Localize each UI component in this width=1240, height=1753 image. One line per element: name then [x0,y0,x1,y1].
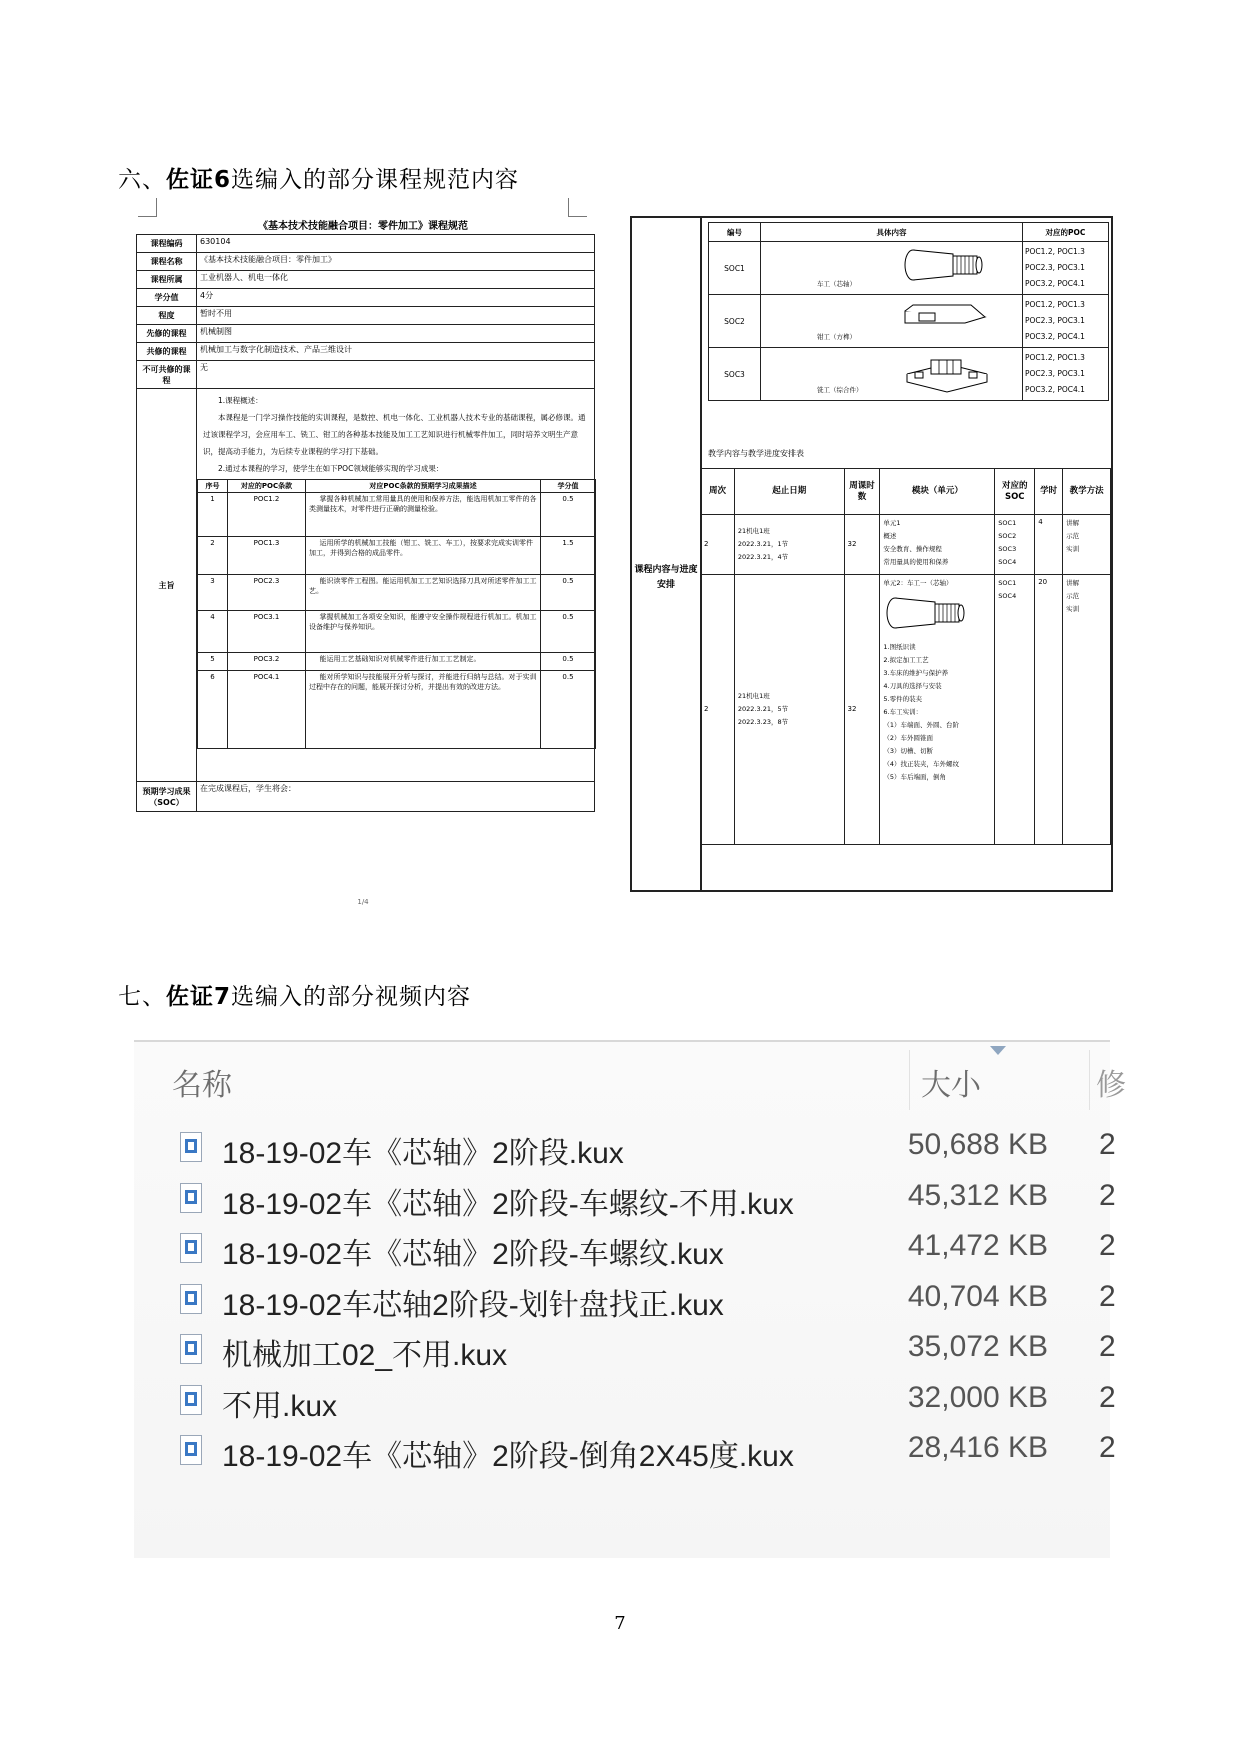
file-name[interactable]: 18-19-02车《芯轴》2阶段-倒角2X45度.kux [222,1440,794,1473]
schedule-week: 2 [701,575,735,845]
page-number: 7 [614,1613,626,1634]
spec-key: 学分值 [137,289,197,307]
course-spec-document-left [128,198,598,906]
content-schedule-label: 课程内容与进度安排 [634,565,698,590]
schedule-hours: 32 [844,575,880,845]
soc-label: 预期学习成果（SOC） [137,782,197,812]
video-file-icon [180,1132,202,1162]
spec-key: 课程所属 [137,271,197,289]
spec-value: 630104 [197,235,595,253]
video-file-icon [180,1334,202,1364]
schedule-method [1063,515,1111,575]
outcome-desc: 掌握机械加工各项安全知识，能遵守安全操作规程进行机加工。机加工设备维护与保养知识。 [306,611,541,653]
outcome-desc: 能对所学知识与技能展开分析与探讨，并能进行归纳与总结。对于实训过程中存在的问题，能展开探讨分析，并提出有效的改进方法。 [306,671,541,749]
main-label: 主旨 [137,389,197,782]
soc-part-name: 车工（芯轴） [817,280,856,288]
file-size: 41,472 KB [907,1229,1048,1262]
schedule-xs: 20 [1035,575,1063,845]
outcome-desc: 能识读零件工程图。能运用机加工工艺知识选择刀具对所述零件加工工艺。 [306,575,541,611]
outcome-credit: 1.5 [541,537,596,575]
file-name[interactable]: 18-19-02车芯轴2阶段-划针盘找正.kux [222,1288,724,1322]
schedule-module-line: 4.刀具的选择与安装 [883,682,942,690]
crop-mark [138,198,157,217]
column-header-truncated[interactable]: 修 [1096,1069,1126,1102]
schedule-header: 对应的SOC [995,469,1035,515]
file-date-truncated: 2 [1099,1380,1116,1414]
outcome-desc: 运用所学的机械加工技能（钳工、铣工、车工），按要求完成实训零件加工，并得到合格的成品零件。 [306,537,541,575]
outcome-row [198,537,596,575]
schedule-soc-line: SOC1 [998,579,1017,587]
schedule-method [1063,575,1111,845]
schedule-header: 学时 [1035,469,1063,515]
outcome-poc: POC1.2 [228,493,306,537]
file-row[interactable] [134,1324,1116,1380]
column-header-name[interactable]: 名称 [172,1069,232,1102]
poc-line: POC2.3, POC3.1 [1025,369,1085,378]
column-separator[interactable] [909,1050,910,1110]
file-row[interactable] [134,1375,1116,1431]
schedule-module-line: 单元2：车工一（芯轴） [883,579,953,587]
file-size: 28,416 KB [907,1431,1048,1464]
schedule-module-line: 5.零件的装夹 [883,695,923,703]
schedule-row [701,515,1111,575]
column-header-size[interactable]: 大小 [921,1069,981,1102]
part-drawing-icon [901,299,991,331]
outcome-header: 序号 [198,480,228,493]
outcome-poc: POC4.1 [228,671,306,749]
doc-title: 《基本技术技能融合项目：零件加工》课程规范 [258,221,468,232]
file-size: 32,000 KB [907,1380,1048,1414]
spec-key: 不可共修的课程 [137,361,197,389]
schedule-soc-line: SOC2 [998,532,1017,540]
schedule-header: 周次 [701,469,735,515]
schedule-module-line: 常用量具的使用和保养 [883,558,949,566]
section-6-heading: 六、佐证6选编入的部分课程规范内容 [118,167,520,193]
file-date-truncated: 2 [1099,1178,1116,1212]
overview-text: 本课程是一门学习操作技能的实训课程，是数控、机电一体化、工业机器人技术专业的基础课程，属必修课。通过该课程学习，会应用车工、铣工、钳工的各种基本技能及加工工艺知识进行机械零件加工，同时培养文明生产意识，提高动手能力，为后续专业课程的学习打下基础。 [203,413,586,456]
file-date-truncated: 2 [1099,1279,1116,1313]
video-file-icon [180,1183,202,1213]
schedule-dates-line: 21机电1班 [737,527,770,535]
file-name[interactable]: 18-19-02车《芯轴》2阶段-车螺纹-不用.kux [222,1187,794,1221]
outer-frame [630,216,1113,892]
schedule-module-line: 概述 [883,532,897,540]
soc-content [761,295,1023,348]
outcome-no: 3 [198,575,228,611]
soc-id: SOC1 [709,242,761,295]
spec-value: 机械加工与数字化制造技术、产品三维设计 [197,343,595,361]
spec-key: 共修的课程 [137,343,197,361]
poc-line: POC3.2, POC4.1 [1025,279,1085,288]
poc-line: POC2.3, POC3.1 [1025,316,1085,325]
file-row[interactable] [134,1173,1116,1229]
spec-key: 课程编码 [137,235,197,253]
file-size: 40,704 KB [907,1279,1048,1313]
spec-value: 4分 [197,289,595,307]
soc-part-name: 钳工（方榫） [817,333,856,341]
file-date-truncated: 2 [1099,1431,1116,1464]
outcomes-table [197,479,596,749]
spec-value: 无 [197,361,595,389]
schedule-header: 起止日期 [734,469,844,515]
file-size: 45,312 KB [907,1178,1048,1212]
outcome-credit: 0.5 [541,493,596,537]
soc-poc [1023,242,1109,295]
soc-header: 具体内容 [761,223,1023,242]
schedule-method-line: 讲解 [1066,579,1080,587]
schedule-module-line: 6.车工实训： [883,708,923,716]
spec-key: 程度 [137,307,197,325]
file-row[interactable] [134,1425,1116,1481]
soc-content [761,242,1023,295]
outcome-no: 2 [198,537,228,575]
video-file-icon [180,1435,202,1465]
outcome-no: 1 [198,493,228,537]
schedule-table [700,468,1111,845]
outcome-row [198,653,596,671]
part-drawing-icon [901,246,991,286]
section-7-heading: 七、佐证7选编入的部分视频内容 [118,984,472,1010]
schedule-module-line: （1）车端面、外圆、台阶 [883,721,960,729]
poc-line: POC1.2, POC1.3 [1025,300,1085,309]
schedule-method-line: 实训 [1066,545,1080,553]
outcome-no: 5 [198,653,228,671]
doc-page-number: 1/4 [357,898,369,906]
schedule-header: 模块（单元） [880,469,995,515]
video-file-icon [180,1284,202,1314]
file-name[interactable]: 机械加工02_不用.kux [222,1339,508,1372]
outcome-row [198,575,596,611]
file-row[interactable] [134,1274,1116,1330]
schedule-xs: 4 [1035,515,1063,575]
schedule-module-line: 单元1 [883,519,901,527]
file-name[interactable]: 18-19-02车《芯轴》2阶段-车螺纹.kux [222,1238,724,1271]
schedule-header: 周课时数 [844,469,880,515]
soc-header: 对应的POC [1023,223,1109,242]
schedule-soc-line: SOC3 [998,545,1017,553]
schedule-soc [995,575,1035,845]
schedule-dates-line: 2022.3.21，5节 [737,705,789,713]
soc-row [709,295,1109,348]
soc-table [708,222,1109,401]
schedule-module-line: （3）切槽、切断 [883,747,934,755]
sort-arrow-icon [990,1046,1006,1055]
spec-value: 暂时不用 [197,307,595,325]
schedule-module-line: 3.车床的维护与保护养 [883,669,949,677]
schedule-soc-line: SOC4 [998,592,1017,600]
file-name[interactable]: 18-19-02车《芯轴》2阶段.kux [222,1137,624,1170]
file-date-truncated: 2 [1099,1330,1116,1363]
schedule-method-line: 示范 [1066,532,1080,540]
outcome-desc: 能运用工艺基础知识对机械零件进行加工工艺制定。 [306,653,541,671]
file-size: 35,072 KB [907,1330,1048,1363]
soc-content [761,348,1023,401]
soc-poc [1023,348,1109,401]
outcome-header: 对应POC条款的预期学习成果描述 [306,480,541,493]
header-top-border [134,1040,1110,1042]
schedule-method-line: 示范 [1066,592,1080,600]
schedule-title: 教学内容与教学进度安排表 [708,449,804,458]
schedule-dates [734,575,844,845]
poc-line: POC2.3, POC3.1 [1025,263,1085,272]
schedule-dates-line: 21机电1班 [737,692,770,700]
file-name[interactable]: 不用.kux [222,1389,338,1423]
spec-key: 课程名称 [137,253,197,271]
soc-row [709,348,1109,401]
soc-id: SOC3 [709,348,761,401]
schedule-soc-line: SOC1 [998,519,1017,527]
outcome-credit: 0.5 [541,653,596,671]
soc-header: 编号 [709,223,761,242]
poc-line: POC3.2, POC4.1 [1025,332,1085,341]
outcome-poc: POC1.3 [228,537,306,575]
left-column [632,218,702,890]
schedule-dates-line: 2022.3.23，8节 [737,718,789,726]
outcome-desc: 掌握各种机械加工常用量具的使用和保养方法，能选用机加工零件的各类测量技术，对零件进行正确的测量检验。 [306,493,541,537]
schedule-soc [995,515,1035,575]
schedule-method-line: 讲解 [1066,519,1080,527]
soc-row [709,242,1109,295]
outcome-poc: POC3.2 [228,653,306,671]
file-size: 50,688 KB [907,1128,1048,1161]
soc-part-name: 铣工（综合件） [817,386,863,394]
course-spec-table [136,234,595,812]
spec-value: 《基本技术技能融合项目：零件加工》 [197,253,595,271]
video-file-icon [180,1233,202,1263]
schedule-soc-line: SOC4 [998,558,1017,566]
schedule-module-line: 2.拟定加工工艺 [883,656,929,664]
spec-value: 工业机器人、机电一体化 [197,271,595,289]
schedule-module [880,575,995,845]
overview-title: 1.课程概述： [218,396,263,405]
schedule-week: 2 [701,515,735,575]
poc-line: POC3.2, POC4.1 [1025,385,1085,394]
outcome-intro: 2.通过本课程的学习，使学生在如下POC领域能够实现的学习成果： [218,464,444,473]
outcome-credit: 0.5 [541,611,596,653]
outcome-poc: POC2.3 [228,575,306,611]
schedule-dates-line: 2022.3.21，4节 [737,553,789,561]
poc-line: POC1.2, POC1.3 [1025,353,1085,362]
outcome-no: 6 [198,671,228,749]
soc-poc [1023,295,1109,348]
outcome-no: 4 [198,611,228,653]
spec-key: 先修的课程 [137,325,197,343]
outcome-header: 对应的POC条款 [228,480,306,493]
file-explorer-screenshot [134,1040,1126,1558]
schedule-dates [734,515,844,575]
outcome-credit: 0.5 [541,575,596,611]
poc-line: POC1.2, POC1.3 [1025,247,1085,256]
course-spec-document-right [630,210,1113,892]
file-row[interactable] [134,1122,1116,1178]
schedule-module-line: 安全教育、操作规程 [883,545,942,553]
soc-text: 在完成课程后，学生将会： [197,782,595,812]
crop-mark [568,198,587,217]
schedule-module-line: （5）车后端面，倒角 [883,773,947,781]
outcome-poc: POC3.1 [228,611,306,653]
spec-value: 机械制图 [197,325,595,343]
outcome-row [198,611,596,653]
schedule-hours: 32 [844,515,880,575]
schedule-module-line: （4）找正装夹，车外螺纹 [883,760,960,768]
file-date-truncated: 2 [1099,1128,1116,1161]
schedule-header: 教学方法 [1063,469,1111,515]
outcome-row [198,671,596,749]
video-file-icon [180,1385,202,1415]
schedule-method-line: 实训 [1066,605,1080,613]
part-drawing-icon [901,352,991,394]
outcome-credit: 0.5 [541,671,596,749]
schedule-row [701,575,1111,845]
schedule-module-line: 1.图纸识读 [883,643,916,651]
file-row[interactable] [134,1223,1116,1279]
shaft-drawing-icon [883,594,991,637]
schedule-dates-line: 2022.3.21，1节 [737,540,789,548]
schedule-module-line: （2）车外圆锥面 [883,734,934,742]
schedule-module [880,515,995,575]
file-date-truncated: 2 [1099,1229,1116,1262]
soc-id: SOC2 [709,295,761,348]
outcome-row [198,493,596,537]
outcome-header: 学分值 [541,480,596,493]
column-separator[interactable] [1089,1050,1090,1110]
